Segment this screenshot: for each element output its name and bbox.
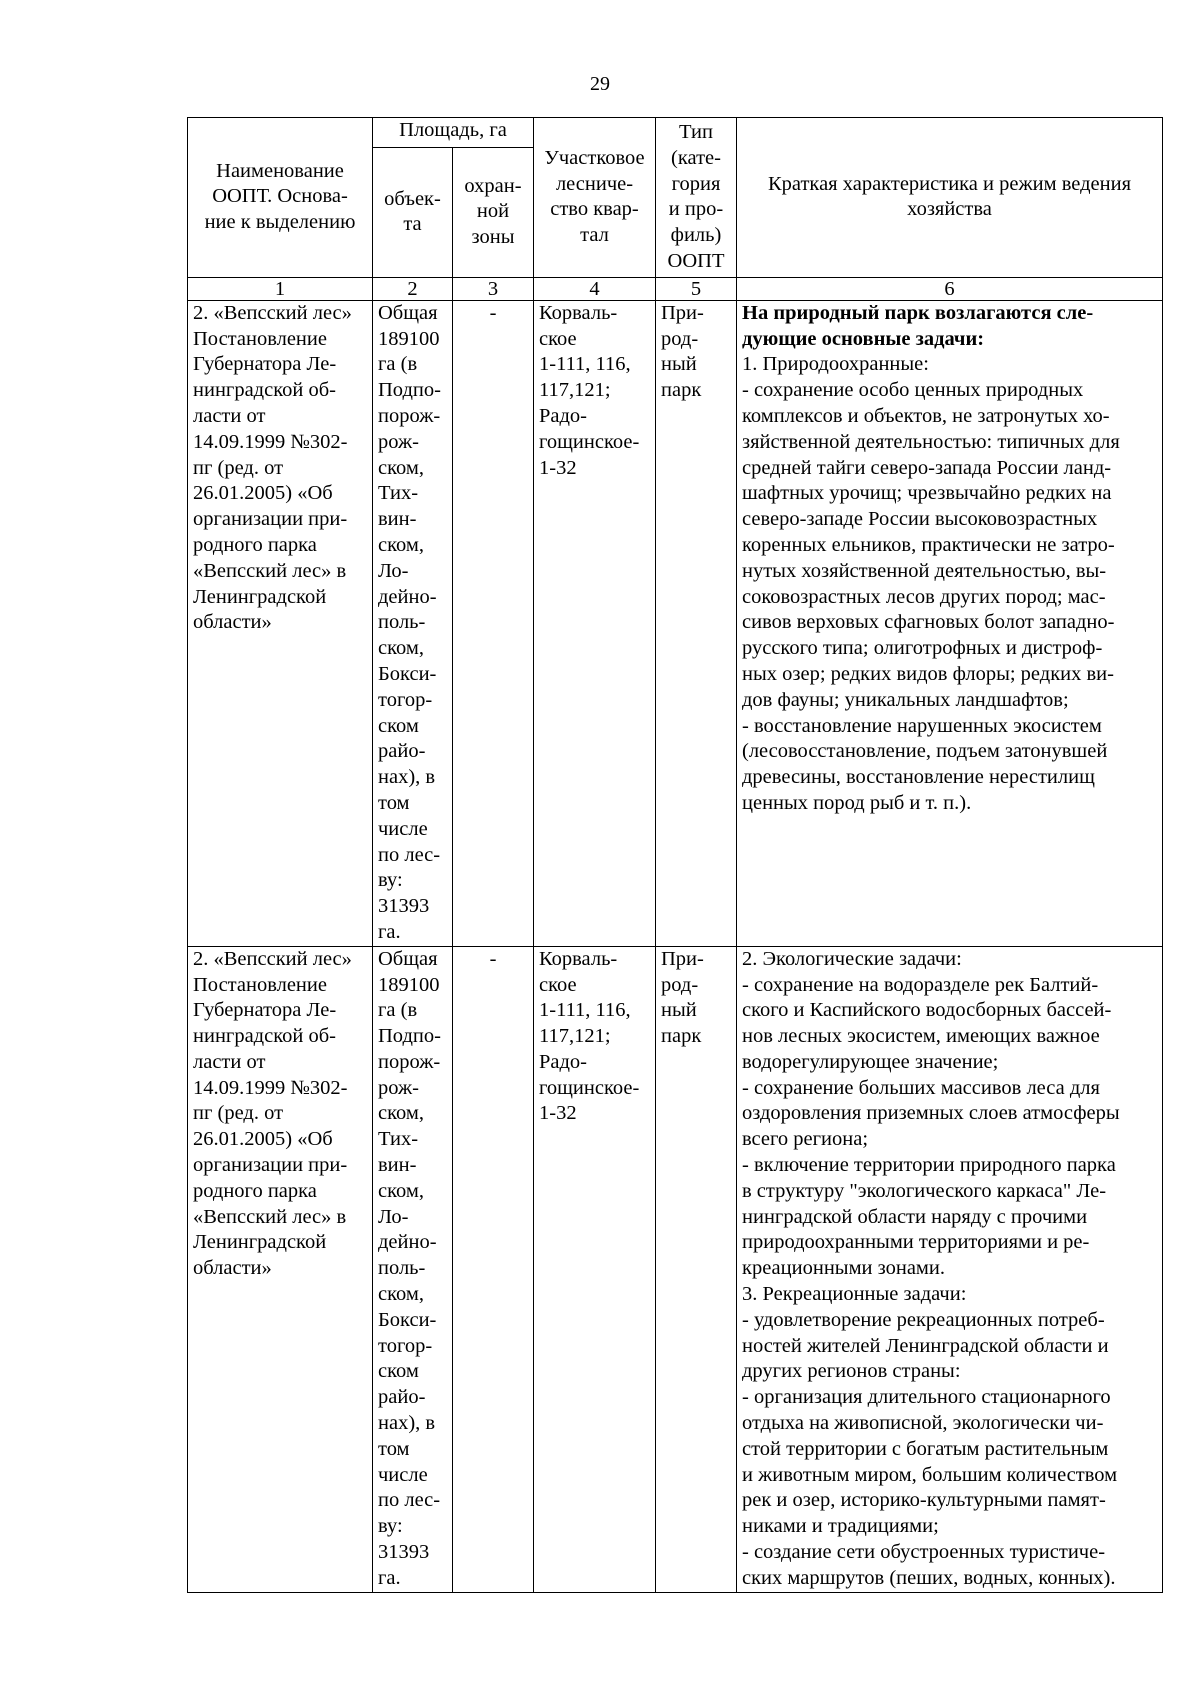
cell-line: парк <box>661 1025 702 1048</box>
description-line: других регионов страны: <box>742 1360 961 1383</box>
cell-line: поль- <box>378 611 426 634</box>
cell-line: При- <box>661 301 704 324</box>
cell-line: Корваль- <box>539 301 618 324</box>
cell-line: 189100 <box>378 327 440 350</box>
cell-line: числе <box>378 1463 428 1486</box>
header-name: Наименование ООПТ. Основа- ние к выделению <box>188 118 373 278</box>
column-number: 3 <box>453 277 534 300</box>
name-cell <box>188 946 373 1592</box>
cell-line: ском, <box>378 1283 424 1306</box>
cell-line: порож- <box>378 404 441 427</box>
cell-line: том <box>378 791 410 814</box>
description-line: - создание сети обустроенных туристиче- <box>742 1541 1106 1564</box>
cell-line: числе <box>378 817 428 840</box>
cell-line: райо- <box>378 1386 426 1409</box>
cell-line: 26.01.2005) «Об <box>193 482 333 505</box>
cell-line: поль- <box>378 1257 426 1280</box>
column-numbers-row <box>188 277 1163 300</box>
cell-line: Ленинградской <box>193 585 327 608</box>
column-number: 2 <box>373 277 453 300</box>
cell-line: Бокси- <box>378 662 437 685</box>
column-number: 1 <box>188 277 373 300</box>
header-forestry: Участковое лесниче- ство квар- тал <box>534 118 656 278</box>
area-cell <box>373 300 453 946</box>
cell-line: ласти от <box>193 404 266 427</box>
description-line: соковозрастных лесов других пород; мас- <box>742 585 1106 608</box>
header-type: Тип (кате- гория и про- филь) ООПТ <box>656 118 737 278</box>
description-line: нов лесных экосистем, имеющих важное <box>742 1025 1100 1048</box>
description-line: - организация длительного стационарного <box>742 1386 1111 1409</box>
cell-line: нах), в <box>378 1412 436 1435</box>
description-heading-line: На природный парк возлагаются сле- <box>742 301 1094 324</box>
description-line: древесины, восстановление нерестилищ <box>742 766 1095 789</box>
area-cell <box>373 946 453 1592</box>
cell-line: ском, <box>378 533 424 556</box>
description-line: отдыха на живописной, экологически чи- <box>742 1412 1104 1435</box>
cell-line: Общая <box>378 301 438 324</box>
cell-line: га. <box>378 920 401 943</box>
type-cell <box>656 300 737 946</box>
cell-line: тогор- <box>378 688 433 711</box>
description-heading-line: дующие основные задачи: <box>742 327 985 350</box>
cell-line: га (в <box>378 999 418 1022</box>
protected-zone-cell: - <box>453 946 534 1592</box>
forestry-cell <box>534 946 656 1592</box>
description-line: 2. Экологические задачи: <box>742 947 962 970</box>
cell-line: род- <box>661 973 699 996</box>
cell-line: организации при- <box>193 508 348 531</box>
cell-line: Ло- <box>378 1205 409 1228</box>
cell-line: 117,121; <box>539 379 611 402</box>
description-line: всего региона; <box>742 1128 869 1151</box>
cell-line: 31393 <box>378 1541 430 1564</box>
description-line: 3. Рекреационные задачи: <box>742 1283 967 1306</box>
cell-line: 189100 <box>378 973 440 996</box>
cell-line: 117,121; <box>539 1025 611 1048</box>
cell-line: ву: <box>378 1515 403 1538</box>
cell-line: том <box>378 1437 410 1460</box>
cell-line: пг (ред. от <box>193 1102 284 1125</box>
cell-line: ском, <box>378 456 424 479</box>
header-area-protected: охран- ной зоны <box>453 148 534 278</box>
cell-line: 14.09.1999 №302- <box>193 1076 348 1099</box>
description-line: и животным миром, большим количеством <box>742 1463 1118 1486</box>
description-line: ных озер; редких видов флоры; редких ви- <box>742 662 1114 685</box>
description-line: (лесовосстановление, подъем затонувшей <box>742 740 1108 763</box>
cell-line: ское <box>539 973 577 996</box>
description-line: в структуру "экологического каркаса" Ле- <box>742 1179 1107 1202</box>
cell-line: 1-32 <box>539 1102 577 1125</box>
description-line: ского и Каспийского водосборных бассей- <box>742 999 1112 1022</box>
description-line: - включение территории природного парка <box>742 1154 1116 1177</box>
cell-line: Подпо- <box>378 1025 441 1048</box>
header-area-group: Площадь, га <box>373 118 534 148</box>
cell-line: дейно- <box>378 585 437 608</box>
description-line: ских маршрутов (пеших, водных, конных). <box>742 1566 1116 1589</box>
cell-line: ское <box>539 327 577 350</box>
cell-line: Губернатора Ле- <box>193 353 337 376</box>
description-line: стой территории с богатым растительным <box>742 1437 1109 1460</box>
description-line: рек и озер, историко-культурными памят- <box>742 1489 1106 1512</box>
cell-line: 2. «Вепсский лес» <box>193 301 352 324</box>
cell-line: родного парка <box>193 533 317 556</box>
cell-line: по лес- <box>378 843 441 866</box>
description-line: шафтных урочищ; чрезвычайно редких на <box>742 482 1112 505</box>
cell-line: ском, <box>378 637 424 660</box>
cell-line: 1-111, 116, <box>539 999 631 1022</box>
cell-line: ском, <box>378 1102 424 1125</box>
description-cell <box>737 946 1163 1592</box>
cell-line: 26.01.2005) «Об <box>193 1128 333 1151</box>
description-line: - восстановление нарушенных экосистем <box>742 714 1102 737</box>
cell-line: парк <box>661 379 702 402</box>
cell-line: 1-32 <box>539 456 577 479</box>
cell-line: ском, <box>378 1179 424 1202</box>
forestry-cell <box>534 300 656 946</box>
cell-line: области» <box>193 1257 272 1280</box>
cell-line: 2. «Вепсский лес» <box>193 947 352 970</box>
header-row <box>188 118 1163 148</box>
cell-line: «Вепсский лес» в <box>193 559 347 582</box>
protected-areas-table <box>187 117 1163 1593</box>
cell-line: Тих- <box>378 482 419 505</box>
cell-line: Корваль- <box>539 947 618 970</box>
description-line: дов фауны; уникальных ландшафтов; <box>742 688 1069 711</box>
column-number: 5 <box>656 277 737 300</box>
cell-line: 14.09.1999 №302- <box>193 430 348 453</box>
cell-line: Радо- <box>539 404 588 427</box>
description-line: русского типа; олиготрофных и дистроф- <box>742 637 1103 660</box>
page-number: 29 <box>590 73 610 95</box>
cell-line: Ленинградской <box>193 1231 327 1254</box>
cell-line: Общая <box>378 947 438 970</box>
description-line: креационными зонами. <box>742 1257 945 1280</box>
description-line: ностей жителей Ленинградской области и <box>742 1334 1109 1357</box>
cell-line: гощинское- <box>539 430 640 453</box>
cell-line: вин- <box>378 1154 417 1177</box>
description-line: - сохранение особо ценных природных <box>742 379 1084 402</box>
cell-line: родного парка <box>193 1179 317 1202</box>
cell-line: дейно- <box>378 1231 437 1254</box>
cell-line: «Вепсский лес» в <box>193 1205 347 1228</box>
description-line: комплексов и объектов, не затронутых хо- <box>742 404 1110 427</box>
cell-line: ласти от <box>193 1050 266 1073</box>
name-cell <box>188 300 373 946</box>
description-line: - сохранение на водоразделе рек Балтий- <box>742 973 1099 996</box>
cell-line: 31393 <box>378 895 430 918</box>
description-line: сивов верховых сфагновых болот западно- <box>742 611 1115 634</box>
cell-line: райо- <box>378 740 426 763</box>
description-line: зяйственной деятельностью: типичных для <box>742 430 1120 453</box>
cell-line: ском <box>378 1360 419 1383</box>
cell-line: Подпо- <box>378 379 441 402</box>
cell-line: по лес- <box>378 1489 441 1512</box>
description-line: коренных ельников, практически не затро- <box>742 533 1115 556</box>
cell-line: нинградской об- <box>193 1025 336 1048</box>
description-line: никами и традициями; <box>742 1515 939 1538</box>
cell-line: вин- <box>378 508 417 531</box>
cell-line: При- <box>661 947 704 970</box>
cell-line: рож- <box>378 430 419 453</box>
cell-line: Бокси- <box>378 1308 437 1331</box>
description-line: оздоровления приземных слоев атмосферы <box>742 1102 1120 1125</box>
cell-line: гощинское- <box>539 1076 640 1099</box>
cell-line: организации при- <box>193 1154 348 1177</box>
cell-line: Губернатора Ле- <box>193 999 337 1022</box>
description-line: ценных пород рыб и т. п.). <box>742 791 972 814</box>
column-number: 6 <box>737 277 1163 300</box>
cell-line: Радо- <box>539 1050 588 1073</box>
cell-line: нинградской об- <box>193 379 336 402</box>
cell-line: ву: <box>378 869 403 892</box>
description-line: 1. Природоохранные: <box>742 353 929 376</box>
cell-line: 1-111, 116, <box>539 353 631 376</box>
cell-line: га (в <box>378 353 418 376</box>
table-row <box>188 946 1163 1592</box>
cell-line: Тих- <box>378 1128 419 1151</box>
cell-line: ском <box>378 714 419 737</box>
cell-line: порож- <box>378 1050 441 1073</box>
cell-line: Ло- <box>378 559 409 582</box>
protected-zone-cell: - <box>453 300 534 946</box>
cell-line: Постановление <box>193 973 327 996</box>
description-line: водорегулирующее значение; <box>742 1050 999 1073</box>
cell-line: рож- <box>378 1076 419 1099</box>
cell-line: нах), в <box>378 766 436 789</box>
cell-line: пг (ред. от <box>193 456 284 479</box>
description-line: нинградской области наряду с прочими <box>742 1205 1088 1228</box>
cell-line: га. <box>378 1566 401 1589</box>
description-line: природоохранными территориями и ре- <box>742 1231 1090 1254</box>
column-number: 4 <box>534 277 656 300</box>
type-cell <box>656 946 737 1592</box>
description-line: нутых хозяйственной деятельностью, вы- <box>742 559 1107 582</box>
cell-line: тогор- <box>378 1334 433 1357</box>
cell-line: ный <box>661 353 697 376</box>
description-line: средней тайги северо-запада России ланд- <box>742 456 1112 479</box>
description-line: - сохранение больших массивов леса для <box>742 1076 1100 1099</box>
description-line: - удовлетворение рекреационных потреб- <box>742 1308 1105 1331</box>
description-cell <box>737 300 1163 946</box>
table-row <box>188 300 1163 946</box>
header-characteristic: Краткая характеристика и режим ведения хозяйства <box>737 118 1163 278</box>
cell-line: ный <box>661 999 697 1022</box>
cell-line: области» <box>193 611 272 634</box>
cell-line: род- <box>661 327 699 350</box>
cell-line: Постановление <box>193 327 327 350</box>
header-area-object: объек- та <box>373 148 453 278</box>
description-line: северо-западе России высоковозрастных <box>742 508 1098 531</box>
